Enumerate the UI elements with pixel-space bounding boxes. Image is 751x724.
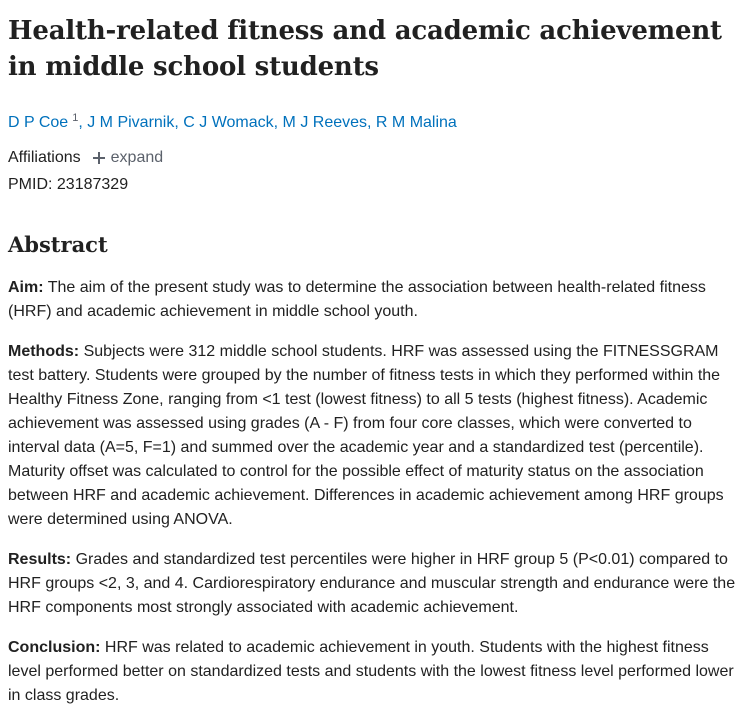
section-label: Results: bbox=[8, 551, 72, 569]
author-link-malina[interactable]: R M Malina bbox=[375, 114, 457, 131]
section-text: HRF was related to academic achievement in youth. Students with the highest fitness level performed better on standardized tests and students with the lowest fitness level performed lower in class grades. bbox=[8, 639, 734, 705]
abstract-heading: Abstract bbox=[8, 232, 108, 257]
abstract-methods bbox=[8, 340, 738, 532]
affiliations-label: Affiliations bbox=[8, 149, 81, 166]
pmid-label: PMID: bbox=[8, 176, 53, 193]
section-label: Aim: bbox=[8, 279, 44, 297]
article-title: Health-related fitness and academic achievement in middle school students bbox=[8, 16, 722, 82]
author-separator: , bbox=[273, 114, 279, 131]
section-label: Conclusion: bbox=[8, 639, 101, 657]
author-link-pivarnik[interactable]: J M Pivarnik bbox=[87, 114, 175, 131]
author-separator: , bbox=[174, 114, 179, 131]
expand-label: expand bbox=[110, 149, 164, 166]
author-list bbox=[8, 107, 738, 134]
affiliation-superscript[interactable]: 1 bbox=[72, 112, 79, 124]
section-text: The aim of the present study was to determine the association between health-related fitness (HRF) and academic achievement in middle school youth. bbox=[8, 279, 706, 321]
affiliations-row bbox=[8, 147, 738, 169]
abstract-results bbox=[8, 548, 738, 620]
author-link-reeves[interactable]: M J Reeves bbox=[282, 114, 368, 131]
expand-affiliations-button[interactable] bbox=[93, 147, 164, 169]
abstract-conclusion bbox=[8, 636, 738, 708]
section-label: Methods: bbox=[8, 343, 80, 361]
plus-icon bbox=[93, 152, 105, 164]
author-link-coe[interactable]: D P Coe bbox=[8, 114, 69, 131]
author-link-womack[interactable]: C J Womack bbox=[183, 114, 274, 131]
article-page bbox=[8, 0, 738, 724]
abstract-aim bbox=[8, 276, 738, 324]
section-text: Grades and standardized test percentiles were higher in HRF group 5 (P<0.01) compared to HRF groups <2, 3, and 4. Cardiorespiratory endurance and muscular strength and endurance were the HRF components most strongly associated with academic achievement. bbox=[8, 551, 736, 617]
author-separator: , bbox=[367, 114, 372, 131]
author-separator: , bbox=[78, 114, 83, 131]
pmid bbox=[8, 174, 738, 196]
pmid-value: 23187329 bbox=[56, 176, 129, 193]
section-text: Subjects were 312 middle school students. HRF was assessed using the FITNESSGRAM test battery. Students were grouped by the number of fitness tests in which they performed within the Healthy Fitness Zone, ranging from <1 test (lowest fitness) to all 5 tests (highest fitness). Academic achievement was assessed using grades (A - F) from four core classes, which were converted to interval data (A=5, F=1) and summed over the academic year and a standardized test (percentile). Maturity offset was calculated to control for the possible effect of maturity status on the association between HRF and academic achievement. Differences in academic achievement among HRF groups were determined using ANOVA. bbox=[8, 343, 724, 529]
